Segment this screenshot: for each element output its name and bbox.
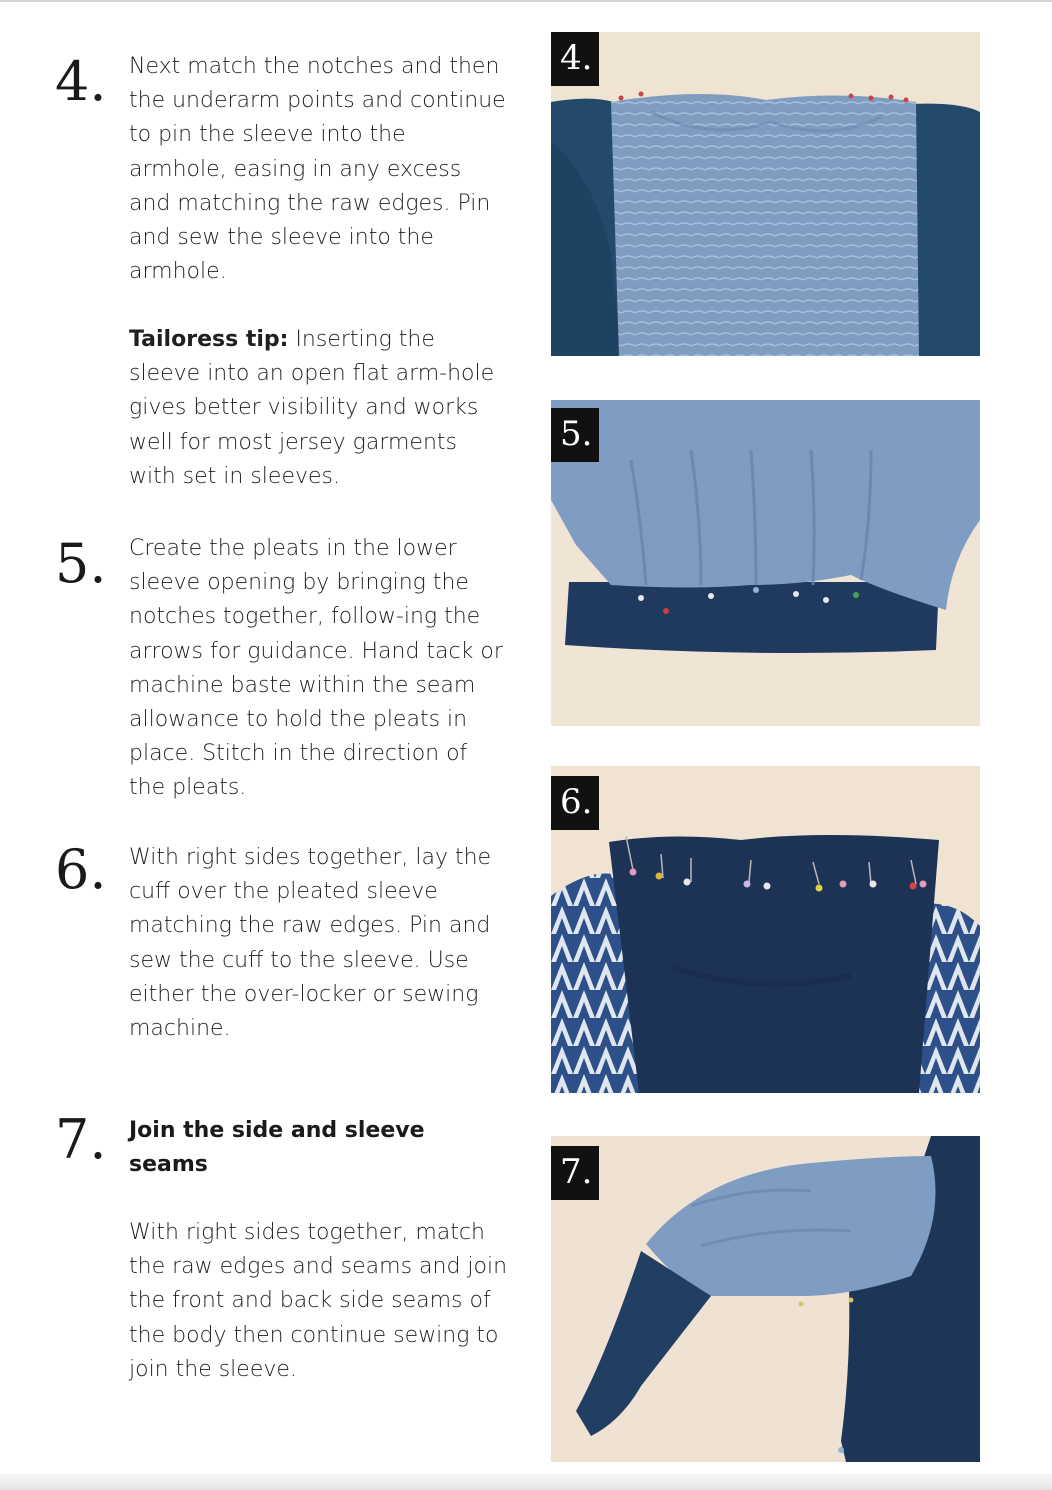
photo-6-label: 6. — [551, 776, 599, 830]
photo-7-label: 7. — [551, 1146, 599, 1200]
tip-text: Inserting the sleeve into an open flat arm-hole gives better visibility and works well for most jersey garments with set in sleeves. — [129, 327, 495, 489]
step-4-instructions: Next match the notches and then the underarm points and continue to pin the sleeve into the armhole, easing in any excess and matching the raw edges. Pin and sew the sleeve into the armhole. — [129, 54, 506, 285]
bottom-bar — [0, 1474, 1052, 1490]
step-6-instructions: With right sides together, lay the cuff over the pleated sleeve matching the raw edges. Pin and sew the cuff to the sleeve. Use either the over-locker or sewing machine. — [129, 845, 492, 1042]
step-7-instructions: With right sides together, match the raw edges and seams and join the front and back side seams of the body then continue sewing to join the sleeve. — [129, 1220, 508, 1382]
step-4-photo — [551, 32, 980, 356]
photo-5-label: 5. — [551, 408, 599, 462]
photo-4-label: 4. — [551, 32, 599, 86]
step-6-photo — [551, 766, 980, 1093]
tip-label: Tailoress tip: — [129, 327, 289, 352]
step-4-tip — [129, 323, 509, 494]
step-5-photo — [551, 400, 980, 726]
step-5-instructions: Create the pleats in the lower sleeve opening by bringing the notches together, follow-ing the arrows for guidance. Hand tack or machine baste within the seam allowance to hold the pleats in place. Stitch in the direction of the pleats. — [129, 536, 503, 801]
step-6-number: 6. — [55, 838, 107, 901]
step-4-number: 4. — [55, 50, 107, 113]
step-7-number: 7. — [55, 1108, 107, 1171]
top-rule — [0, 0, 1052, 2]
step-7-heading: Join the side and sleeve seams — [129, 1118, 425, 1178]
step-7-photo — [551, 1136, 980, 1462]
step-5-number: 5. — [55, 532, 107, 595]
